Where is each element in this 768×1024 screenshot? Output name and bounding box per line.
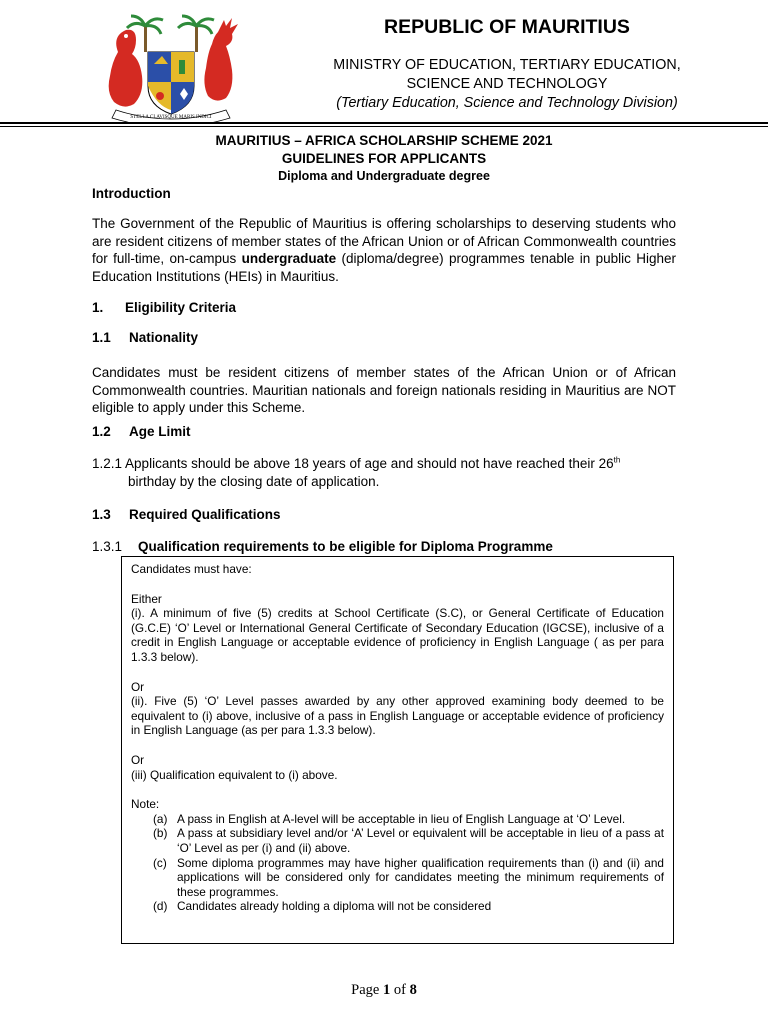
division-name: (Tertiary Education, Science and Technology Division): [336, 95, 678, 111]
age-limit-text-2: birthday by the closing date of application.: [128, 473, 380, 489]
note-item: [153, 899, 664, 914]
note-label: Note:: [131, 797, 160, 812]
intro-heading: Introduction: [92, 186, 171, 201]
note-label-c: (c): [153, 855, 167, 870]
coat-of-arms-logo: [96, 12, 246, 124]
country-title: REPUBLIC OF MAURITIUS: [384, 16, 630, 38]
section-1-3-heading: [92, 507, 281, 522]
page-label: Page: [351, 982, 383, 998]
note-text: Candidates already holding a diploma will not be considered: [177, 899, 492, 914]
of-label: of: [390, 982, 410, 998]
page-number: [0, 982, 768, 999]
nationality-paragraph: [92, 364, 676, 417]
section-1-2-heading: [92, 424, 191, 439]
section-title: Required Qualifications: [129, 507, 281, 522]
doc-title-line-1: MAURITIUS – AFRICA SCHOLARSHIP SCHEME 2021: [215, 133, 553, 148]
ministry-line-1: MINISTRY OF EDUCATION, TERTIARY EDUCATION,: [333, 57, 681, 73]
section-number: 1.3: [92, 507, 111, 522]
option-2: (ii). Five (5) ‘O’ Level passes awarded by any other approved examining body deemed to be equivalent to (i) above, inclusive of a pass in English Language or acceptable evidence of proficiency in English Language (as per para 1.3.3 below).: [131, 694, 664, 738]
header-divider-thin: [0, 126, 768, 127]
note-label-d: (d): [153, 899, 168, 914]
header-divider: [0, 122, 768, 124]
note-text: Some diploma programmes may have higher qualification requirements than (i) and (ii) and applications will be considered only for candidates meeting the minimum requirements of these programmes.: [177, 855, 664, 899]
note-text: A pass in English at A-level will be acceptable in lieu of English Language at ‘O’ Level.: [177, 811, 626, 826]
doc-subtitle: Diploma and Undergraduate degree: [278, 169, 490, 183]
intro-text-a: The Government of the Republic of Mauritius is offering scholarships to deserving students who are resident citizens of member states of the African Union or of African Commonwealth countries for full-time, on-campus: [92, 216, 676, 266]
item-number: 1.2.1: [92, 456, 123, 471]
superscript: th: [613, 455, 621, 465]
box-content: [131, 562, 664, 914]
crest-motto: STELLA CLAVISQUE MARIS INDICI: [130, 115, 212, 120]
total-pages: 8: [409, 982, 417, 998]
section-1-1-heading: [92, 330, 198, 345]
section-title: Nationality: [129, 330, 199, 345]
box-intro: Candidates must have:: [131, 562, 252, 576]
section-number: 1.: [92, 300, 104, 315]
dodo-supporter-icon: [109, 30, 143, 107]
age-limit-text: Applicants should be above 18 years of age and should not have reached their 26: [125, 456, 614, 471]
subsection-number: 1.3.1: [92, 539, 123, 554]
doc-title-line-2: GUIDELINES FOR APPLICANTS: [281, 151, 487, 166]
note-item: [153, 812, 664, 827]
section-title: Eligibility Criteria: [125, 300, 237, 315]
notes-list: [131, 812, 664, 914]
option-1: (i). A minimum of five (5) credits at School Certificate (S.C), or General Certificate of Education (G.C.E) ‘O’ Level or International General Certificate of Secondary Education (IGCSE), inclusive of a credit in English Language or acceptable evidence of proficiency in English Language ( as per para 1.3.3 below).: [131, 606, 664, 664]
section-number: 1.1: [92, 330, 111, 345]
option-3: (iii) Qualification equivalent to (i) above.: [131, 767, 338, 782]
nationality-text: Candidates must be resident citizens of member states of the African Union or of African Commonwealth countries. Mauritian nationals and foreign nationals residing in Mauritius are NOT eligible to apply under this Scheme.: [92, 365, 676, 415]
intro-text-bold: undergraduate: [241, 251, 337, 266]
note-label-b: (b): [153, 826, 168, 841]
section-number: 1.2: [92, 424, 111, 439]
shield-icon: [148, 52, 194, 114]
current-page: 1: [382, 982, 391, 998]
age-limit-item: [92, 455, 676, 490]
or-label: Or: [131, 679, 145, 694]
either-label: Either: [131, 591, 162, 606]
section-1-3-1-heading: [92, 539, 553, 554]
intro-text-b: (diploma/degree) programmes tenable in public Higher Education Institutions (HEIs) in Mauritius.: [92, 251, 677, 284]
ministry-line-2: SCIENCE AND TECHNOLOGY: [406, 76, 608, 92]
subsection-title: Qualification requirements to be eligible for Diploma Programme: [138, 539, 553, 554]
palm-tree-right-icon: [178, 16, 214, 52]
note-text: A pass at subsidiary level and/or ‘A’ Level or equivalent will be acceptable in lieu of a pass at ‘O’ Level as per (i) and (ii) above.: [177, 826, 664, 855]
section-1-heading: [92, 300, 236, 315]
note-label-a: (a): [153, 811, 168, 826]
note-item: [153, 826, 664, 855]
or-label: Or: [131, 752, 145, 767]
note-item: [153, 856, 664, 900]
intro-paragraph: [92, 215, 676, 285]
section-title: Age Limit: [129, 424, 191, 439]
